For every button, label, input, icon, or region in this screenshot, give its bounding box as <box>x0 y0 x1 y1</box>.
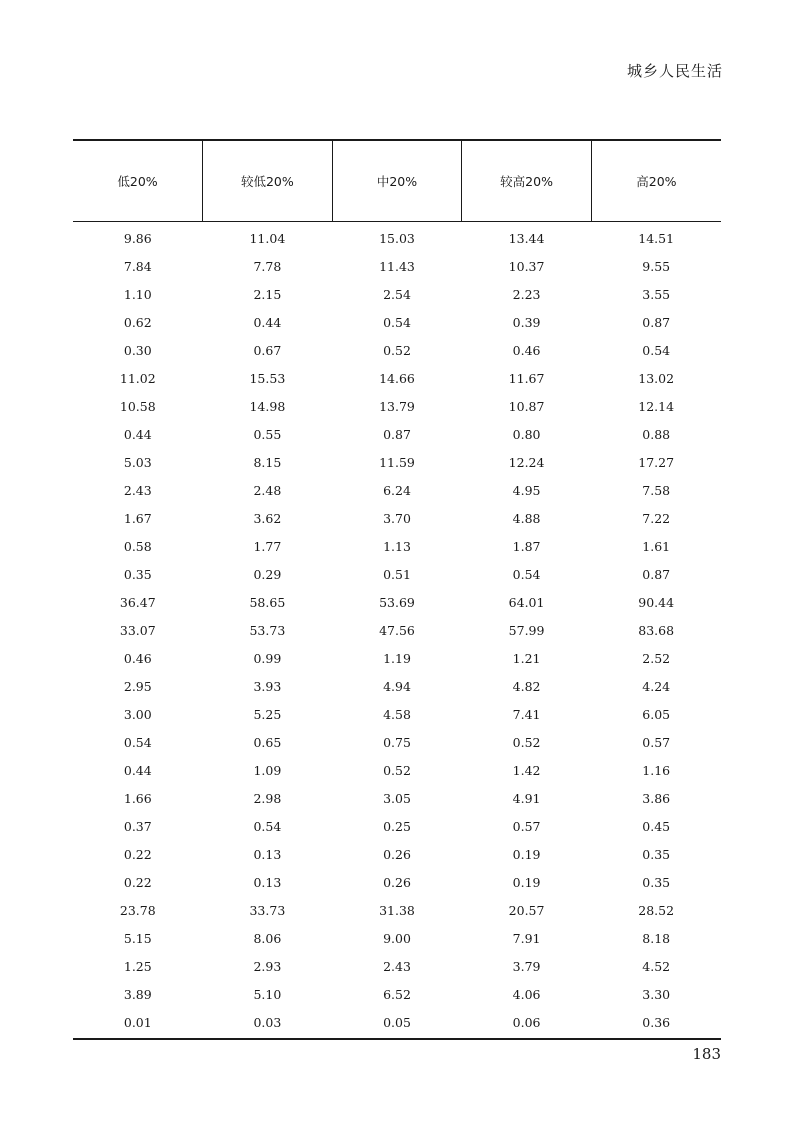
table-cell: 0.22 <box>123 846 152 862</box>
table-cell: 0.80 <box>512 426 541 442</box>
table-cell: 11.67 <box>508 370 545 386</box>
table-body <box>73 222 721 1037</box>
table-row <box>73 392 721 420</box>
table-cell: 0.26 <box>383 846 411 862</box>
table-header <box>73 140 721 222</box>
table-cell: 1.61 <box>642 538 671 554</box>
table-cell: 2.43 <box>123 482 152 498</box>
data-table <box>73 139 721 1036</box>
table-cell: 11.43 <box>379 258 415 274</box>
table-cell: 0.52 <box>512 734 541 750</box>
table-cell: 0.65 <box>253 734 282 750</box>
table-cell: 3.62 <box>253 510 282 526</box>
table-cell: 0.55 <box>253 426 282 442</box>
table-cell: 6.24 <box>383 482 411 498</box>
table-cell: 0.35 <box>642 874 671 890</box>
table-row <box>73 672 721 700</box>
table-cell: 4.82 <box>512 678 541 694</box>
column-header-high-20: 高20% <box>591 140 721 222</box>
table-row <box>73 560 721 588</box>
table-cell: 0.26 <box>383 874 411 890</box>
table-cell: 0.87 <box>642 566 671 582</box>
table-cell: 7.91 <box>512 930 541 946</box>
header-row <box>73 140 721 222</box>
table-cell: 13.79 <box>379 398 415 414</box>
column-header-higher-20: 较高20% <box>462 140 592 222</box>
table-cell: 3.86 <box>642 790 671 806</box>
table-cell: 15.53 <box>249 370 286 386</box>
table-cell: 0.52 <box>383 762 411 778</box>
table-row <box>73 896 721 924</box>
table-cell: 12.24 <box>508 454 545 470</box>
table-cell: 15.03 <box>379 230 415 246</box>
table-cell: 2.52 <box>642 650 671 666</box>
table-cell: 0.01 <box>123 1014 152 1030</box>
table-cell: 2.93 <box>253 958 282 974</box>
table-cell: 4.95 <box>512 482 541 498</box>
table-cell: 1.42 <box>512 762 541 778</box>
table-cell: 1.21 <box>512 650 541 666</box>
table-cell: 3.05 <box>383 790 411 806</box>
table-row <box>73 952 721 980</box>
table-row <box>73 476 721 504</box>
table-cell: 0.03 <box>253 1014 282 1030</box>
table-cell: 7.84 <box>123 258 152 274</box>
table-cell: 0.35 <box>123 566 152 582</box>
table-cell: 0.57 <box>642 734 671 750</box>
table-cell: 0.39 <box>512 314 541 330</box>
column-header-low-20: 低20% <box>117 174 158 189</box>
table-cell: 1.13 <box>383 538 411 554</box>
table-cell: 1.16 <box>642 762 671 778</box>
table-bottom-rule <box>73 1038 721 1040</box>
table-cell: 3.70 <box>383 510 411 526</box>
table-cell: 0.54 <box>512 566 541 582</box>
table-cell: 8.18 <box>642 930 671 946</box>
table-cell: 9.86 <box>123 230 152 246</box>
table-row <box>73 924 721 952</box>
table-row <box>73 840 721 868</box>
table-cell: 4.06 <box>512 986 541 1002</box>
table-row <box>73 280 721 308</box>
table-cell: 1.09 <box>253 762 282 778</box>
table-row <box>73 616 721 644</box>
table-cell: 2.98 <box>253 790 282 806</box>
table-cell: 9.55 <box>642 258 671 274</box>
table-row <box>73 868 721 896</box>
column-header-lower-20: 较低20% <box>203 140 333 222</box>
table-cell: 4.58 <box>383 706 411 722</box>
table-row <box>73 448 721 476</box>
table-cell: 4.91 <box>512 790 541 806</box>
table-cell: 0.22 <box>123 874 152 890</box>
table-row <box>73 812 721 840</box>
table-cell: 58.65 <box>249 594 286 610</box>
table-cell: 53.73 <box>249 622 286 638</box>
table-cell: 14.98 <box>249 398 286 414</box>
table-row <box>73 700 721 728</box>
table-cell: 33.73 <box>249 902 286 918</box>
table-cell: 3.93 <box>253 678 282 694</box>
table-cell: 0.58 <box>123 538 152 554</box>
table-cell: 0.05 <box>383 1014 411 1030</box>
table-cell: 0.44 <box>123 762 152 778</box>
page-number: 183 <box>692 1045 721 1063</box>
table-cell: 28.52 <box>638 902 675 918</box>
table-cell: 11.59 <box>379 454 415 470</box>
table-row <box>73 504 721 532</box>
table-cell: 10.58 <box>119 398 156 414</box>
table-row <box>73 1008 721 1036</box>
table-cell: 0.45 <box>642 818 671 834</box>
table-cell: 2.54 <box>383 286 411 302</box>
table-cell: 0.46 <box>512 342 541 358</box>
table-cell: 3.55 <box>642 286 671 302</box>
table-cell: 23.78 <box>119 902 156 918</box>
table-cell: 3.89 <box>123 986 152 1002</box>
table-cell: 0.30 <box>123 342 152 358</box>
table-cell: 0.67 <box>253 342 282 358</box>
table-cell: 5.10 <box>253 986 282 1002</box>
table-cell: 14.66 <box>379 370 415 386</box>
table-cell: 0.13 <box>253 874 282 890</box>
table-row <box>73 364 721 392</box>
table-cell: 6.05 <box>642 706 671 722</box>
table-cell: 0.52 <box>383 342 411 358</box>
table-cell: 0.06 <box>512 1014 541 1030</box>
table-cell: 1.67 <box>123 510 152 526</box>
table-cell: 0.75 <box>383 734 411 750</box>
table-cell: 0.37 <box>123 818 152 834</box>
table-cell: 0.36 <box>642 1014 671 1030</box>
table-cell: 0.99 <box>253 650 282 666</box>
table-cell: 10.87 <box>508 398 545 414</box>
table-cell: 13.02 <box>638 370 675 386</box>
table-cell: 17.27 <box>638 454 675 470</box>
table-cell: 2.43 <box>383 958 411 974</box>
table-cell: 1.66 <box>123 790 152 806</box>
table-cell: 5.25 <box>253 706 282 722</box>
table-cell: 5.03 <box>123 454 152 470</box>
table-cell: 2.23 <box>512 286 541 302</box>
table-cell: 1.77 <box>253 538 282 554</box>
table-cell: 0.29 <box>253 566 282 582</box>
table-cell: 11.04 <box>249 230 286 246</box>
table-cell: 0.44 <box>123 426 152 442</box>
table-cell: 1.87 <box>512 538 541 554</box>
table-cell: 4.94 <box>383 678 411 694</box>
table-cell: 0.44 <box>253 314 282 330</box>
table-cell: 8.06 <box>253 930 282 946</box>
table-cell: 0.51 <box>383 566 411 582</box>
table-cell: 7.78 <box>253 258 282 274</box>
table-cell: 7.58 <box>642 482 671 498</box>
table-cell: 90.44 <box>638 594 675 610</box>
table-row <box>73 756 721 784</box>
table-cell: 20.57 <box>508 902 545 918</box>
running-head: 城乡人民生活 <box>626 62 723 80</box>
table-row <box>73 728 721 756</box>
table-cell: 36.47 <box>119 594 156 610</box>
table-cell: 1.25 <box>123 958 152 974</box>
table-cell: 1.10 <box>123 286 152 302</box>
table-cell: 0.13 <box>253 846 282 862</box>
table-cell: 0.87 <box>642 314 671 330</box>
table-row <box>73 980 721 1008</box>
table-row <box>73 420 721 448</box>
table-row <box>73 644 721 672</box>
table-cell: 2.95 <box>123 678 152 694</box>
table-cell: 4.88 <box>512 510 541 526</box>
table-cell: 0.35 <box>642 846 671 862</box>
table-cell: 11.02 <box>119 370 156 386</box>
table-cell: 8.15 <box>253 454 282 470</box>
table-cell: 3.79 <box>512 958 541 974</box>
table-row <box>73 252 721 280</box>
table-cell: 2.48 <box>253 482 282 498</box>
table-row <box>73 336 721 364</box>
table-cell: 0.54 <box>642 342 671 358</box>
table-cell: 3.30 <box>642 986 671 1002</box>
table-cell: 4.52 <box>642 958 671 974</box>
table-cell: 7.22 <box>642 510 671 526</box>
table-row <box>73 532 721 560</box>
table-cell: 7.41 <box>512 706 541 722</box>
table-cell: 2.15 <box>253 286 282 302</box>
table-cell: 3.00 <box>123 706 152 722</box>
table-row <box>73 784 721 812</box>
table-cell: 0.19 <box>512 846 541 862</box>
table-cell: 0.25 <box>383 818 411 834</box>
table-cell: 5.15 <box>123 930 152 946</box>
table-row <box>73 308 721 336</box>
table-cell: 0.54 <box>253 818 282 834</box>
table-cell: 12.14 <box>638 398 675 414</box>
table-cell: 53.69 <box>379 594 415 610</box>
table-cell: 0.54 <box>383 314 411 330</box>
table-cell: 0.62 <box>123 314 152 330</box>
table-cell: 0.54 <box>123 734 152 750</box>
table-cell: 47.56 <box>379 622 415 638</box>
table-row <box>73 222 721 253</box>
table-cell: 0.46 <box>123 650 152 666</box>
table-cell: 57.99 <box>508 622 545 638</box>
table-cell: 31.38 <box>379 902 415 918</box>
table-cell: 0.19 <box>512 874 541 890</box>
table-row <box>73 588 721 616</box>
table-cell: 10.37 <box>508 258 545 274</box>
table-cell: 13.44 <box>508 230 545 246</box>
table-cell: 0.57 <box>512 818 541 834</box>
table-cell: 0.88 <box>642 426 671 442</box>
table-cell: 6.52 <box>383 986 411 1002</box>
column-header-middle-20: 中20% <box>332 140 462 222</box>
table-cell: 4.24 <box>642 678 671 694</box>
table-cell: 33.07 <box>119 622 156 638</box>
table-cell: 83.68 <box>638 622 675 638</box>
table-cell: 1.19 <box>383 650 411 666</box>
table-cell: 14.51 <box>638 230 675 246</box>
table-cell: 9.00 <box>383 930 411 946</box>
table-cell: 64.01 <box>508 594 545 610</box>
data-table-container <box>73 139 721 1040</box>
table-cell: 0.87 <box>383 426 411 442</box>
